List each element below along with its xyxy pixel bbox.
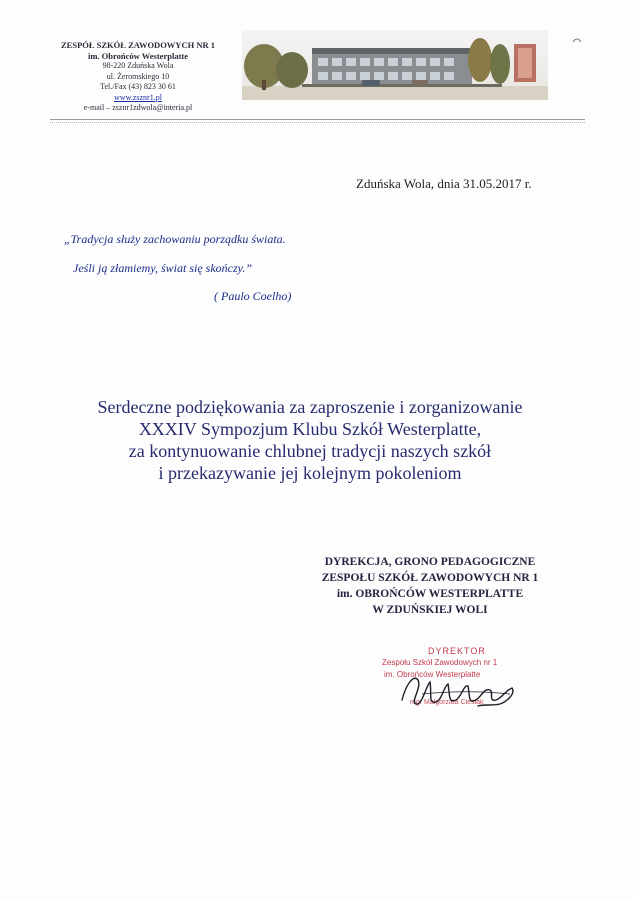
school-phone: Tel./Fax (43) 823 30 61 xyxy=(100,82,176,91)
quote-author: ( Paulo Coelho) xyxy=(214,289,292,303)
thanks-line-4: i przekazywanie jej kolejnym pokoleniom xyxy=(158,463,462,483)
handwritten-signature xyxy=(392,664,532,712)
school-postal: 98-220 Zduńska Wola xyxy=(102,61,174,70)
punch-hole-mark-icon xyxy=(572,36,582,44)
school-patron: im. Obrońców Westerplatte xyxy=(87,50,189,61)
date-line: Zduńska Wola, dnia 31.05.2017 r. xyxy=(356,176,532,191)
quote-line-2: Jeśli ją złamiemy, świat się skończy.” xyxy=(73,261,252,275)
stamp-line-3: mgr Małgorzata Cieślak xyxy=(410,699,484,706)
thanks-line-2: XXXIV Sympozjum Klubu Szkół Westerplatte, xyxy=(138,419,482,439)
quote-line-1: „Tradycja służy zachowaniu porządku świata. xyxy=(64,232,286,246)
school-street: ul. Żeromskiego 10 xyxy=(106,71,170,81)
thanks-line-1: Serdeczne podziękowania za zaproszenie i zorganizowanie xyxy=(97,397,523,417)
school-website-link[interactable]: www.zsznr1.pl xyxy=(114,92,162,102)
stamp-title: DYREKTOR xyxy=(428,646,486,656)
signatory-line-3: im. OBROŃCÓW WESTERPLATTE xyxy=(336,588,524,600)
signatory-line-2: ZESPOŁU SZKÓŁ ZAWODOWYCH NR 1 xyxy=(321,572,539,584)
stamp-line-2: im. Obrońców Westerplatte xyxy=(384,670,481,679)
thanks-line-3: za kontynuowanie chlubnej tradycji naszych szkół xyxy=(128,441,492,461)
signatory-block xyxy=(270,554,590,618)
signatory-line-1: DYREKCJA, GRONO PEDAGOGICZNE xyxy=(324,556,536,568)
signatory-line-4: W ZDUŃSKIEJ WOLI xyxy=(372,604,488,616)
letterhead-divider xyxy=(50,119,585,123)
letterhead-text xyxy=(38,40,238,114)
school-email: e-mail – zsznr1zdwola@interia.pl xyxy=(83,103,193,112)
thanks-message xyxy=(60,396,560,484)
school-building-image xyxy=(242,30,548,100)
school-name: ZESPÓŁ SZKÓŁ ZAWODOWYCH NR 1 xyxy=(61,40,215,50)
stamp-line-1: Zespołu Szkół Zawodowych nr 1 xyxy=(382,658,498,667)
